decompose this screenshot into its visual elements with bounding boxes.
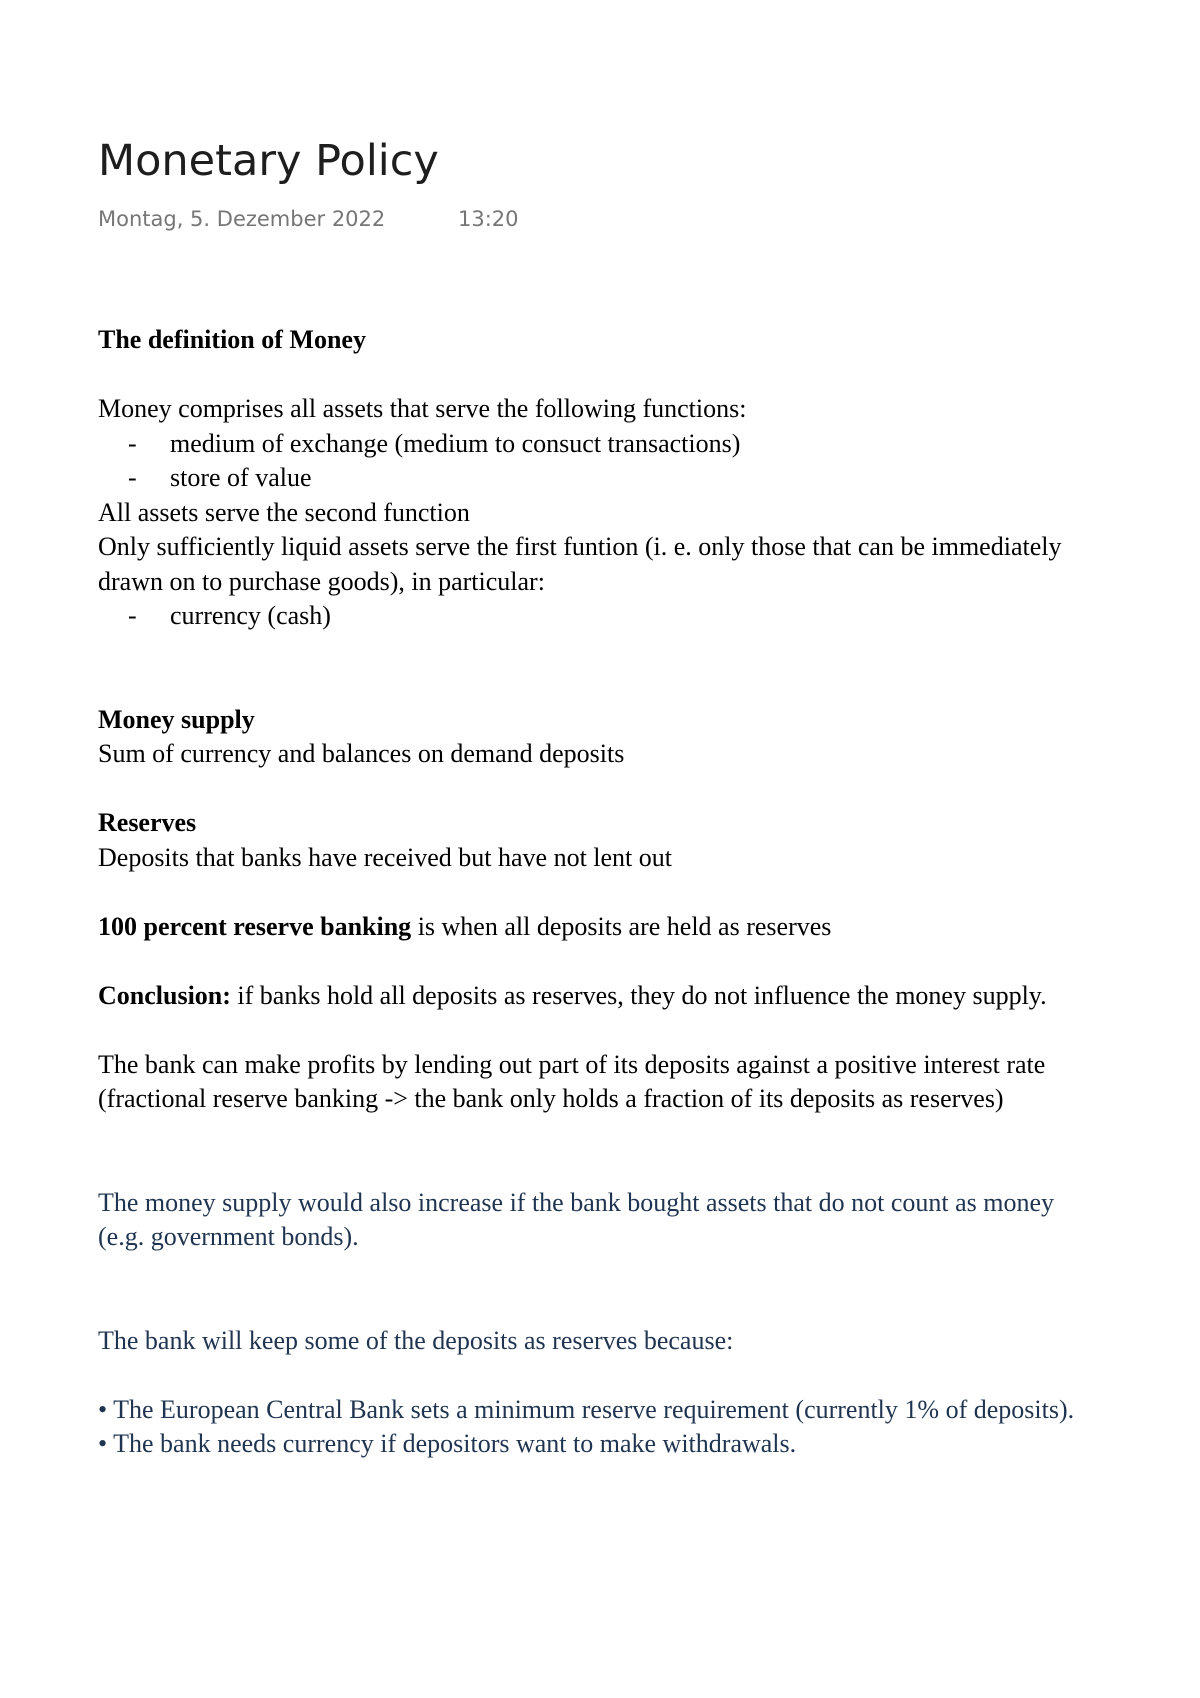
- list-item-text: currency (cash): [170, 601, 331, 630]
- full-reserve-paragraph: [98, 910, 1098, 945]
- dash-marker: -: [128, 428, 137, 458]
- functions-list: [98, 427, 1098, 496]
- note-time: 13:20: [458, 207, 519, 231]
- reserves-text: Deposits that banks have received but have not lent out: [98, 842, 673, 872]
- conclusion-text: if banks hold all deposits as reserves, they do not influence the money supply.: [230, 980, 1047, 1010]
- list-item: [98, 427, 1098, 462]
- list-item-text: medium of exchange (medium to consuct transactions): [170, 428, 741, 458]
- full-reserve-text: is when all deposits are held as reserves: [411, 911, 832, 941]
- list-item: [98, 599, 1098, 634]
- list-item-text: store of value: [170, 463, 312, 492]
- profits-paragraph: The bank can make profits by lending out part of its deposits against a positive interest rate (fractional reserve banking -> the bank only holds a fraction of its deposits as reserves): [98, 1049, 1046, 1113]
- money-supply-text: Sum of currency and balances on demand deposits: [98, 739, 625, 768]
- reserves-heading: Reserves: [98, 808, 197, 837]
- page-title: Monetary Policy: [98, 136, 439, 186]
- bonds-paragraph: The money supply would also increase if the bank bought assets that do not count as money (e.g. government bonds).: [98, 1187, 1055, 1251]
- liquid-assets-list: [98, 599, 1098, 634]
- keep-reserves-intro: The bank will keep some of the deposits as reserves because:: [98, 1325, 734, 1355]
- money-supply-heading: Money supply: [98, 704, 255, 734]
- definition-intro: Money comprises all assets that serve the following functions:: [98, 394, 747, 423]
- full-reserve-term: 100 percent reserve banking: [98, 911, 412, 941]
- reason-item: • The bank needs currency if depositors want to make withdrawals.: [98, 1429, 797, 1458]
- list-item: [98, 461, 1098, 496]
- definition-heading: The definition of Money: [98, 325, 366, 354]
- definition-line-2: Only sufficiently liquid assets serve the first funtion (i. e. only those that can be immediately drawn on to purchase goods), in particular:: [98, 532, 1062, 596]
- conclusion-paragraph: [98, 979, 1098, 1014]
- dash-marker: -: [128, 463, 137, 492]
- reason-item: • The European Central Bank sets a minimum reserve requirement (currently 1% of deposits).: [98, 1394, 1075, 1424]
- definition-line-1: All assets serve the second function: [98, 497, 470, 527]
- dash-marker: -: [128, 601, 137, 630]
- note-body: [98, 323, 1098, 1462]
- note-date: Montag, 5. Dezember 2022: [98, 207, 386, 231]
- conclusion-label: Conclusion:: [98, 980, 231, 1010]
